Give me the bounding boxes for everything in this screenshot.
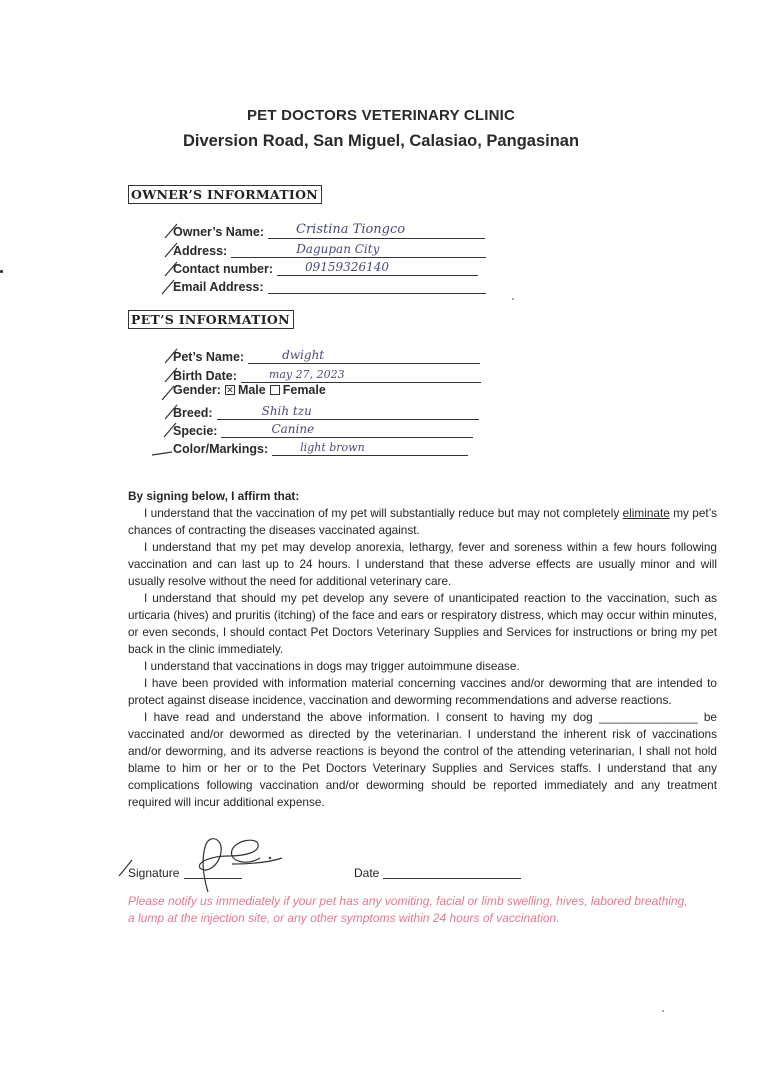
owner-contact-value: 09159326140 [305,260,389,274]
scan-speck [662,1010,664,1012]
handwritten-signature [194,834,284,900]
pet-breed-value: Shih tzu [261,404,312,418]
owner-name-value: Cristina Tiongco [296,222,406,237]
owner-address-field[interactable] [173,240,486,258]
consent-heading: By signing below, I affirm that: [128,489,300,503]
consent-paragraph: I understand that vaccinations in dogs may trigger autoimmune disease. [144,659,520,673]
pet-birthdate-label: Birth Date: [173,369,237,383]
owner-email-field[interactable] [173,276,486,294]
notice-text: Please notify us immediately if your pet has any vomiting, facial or limb swelling, hives, labored breathing, a lump at the injection site, or any other symptoms within 24 hours of vaccination. [128,894,688,925]
pet-gender-label: Gender: [173,383,221,397]
clinic-name: PET DOCTORS VETERINARY CLINIC [246,107,516,124]
pet-specie-label: Specie: [173,424,218,438]
signature-label: Signature [128,866,180,880]
owner-name-label: Owner’s Name: [173,225,265,239]
gender-male-checkbox[interactable]: ✕ [226,385,234,395]
owner-address-label: Address: [173,244,228,258]
pet-birthdate-field[interactable] [173,365,481,383]
consent-text [128,488,717,811]
pet-gender-field [173,383,326,397]
pet-color-label: Color/Markings: [173,442,269,456]
consent-paragraph: I understand that my pet may develop anorexia, lethargy, fever and soreness within a few hours following vaccination and can last up to 24 hours. I understand that these adverse effects are usually minor and will usually resolve without the need for additional veterinary care. [128,540,717,588]
owner-email-label: Email Address: [173,280,264,294]
date-label: Date [354,866,380,880]
owner-contact-field[interactable] [173,258,478,276]
pet-color-field[interactable] [173,438,468,456]
consent-paragraph: I understand that should my pet develop any severe of unanticipated reaction to the vaccination, such as urticaria (hives) and pruritis (itching) of the face and ears or respiratory distress, which may occur within minutes, or even seconds, I should contact Pet Doctors Veterinary Supplies and Services for instructions or bring my pet back in the clinic immediately. [128,591,717,656]
pet-birthdate-value: may 27, 2023 [268,368,345,381]
signature-row [128,858,728,882]
owner-name-field[interactable] [173,221,485,239]
consent-paragraph: I understand that the vaccination of my pet will substantially reduce but may not completely eliminate my pet’s chances of contracting the diseases vaccinated against. [128,506,717,537]
consent-paragraph: I have been provided with information material concerning vaccines and/or deworming that are intended to protect against disease incidence, vaccination and deworming recommendations and adverse reactions. [128,676,717,707]
dash-icon [150,437,174,459]
gender-female-label: Female [282,383,326,397]
gender-female-checkbox[interactable] [270,385,280,395]
date-line[interactable] [383,878,521,879]
clinic-address: Diversion Road, San Miguel, Calasiao, Pangasinan [182,132,580,150]
consent-paragraph: I have read and understand the above information. I consent to having my dog _______________ be vaccinated and/or dewormed as directed by the veterinarian. I understand the inherent risk of vaccinations and/or deworming, and its adverse reactions is beyond the control of the attending veterinarian, I shall not hold blame to him or her or to the Pet Doctors Veterinary Supplies and Services staffs. I understand that any complications following vaccination and/or deworming should be reported immediately and any treatment required will incur additional expense. [128,710,717,809]
pet-section-title: PET’S INFORMATION [128,310,294,329]
pet-color-value: light brown [300,441,365,454]
scan-speck [0,270,3,273]
owner-address-value: Dagupan City [296,242,380,256]
pet-name-field[interactable] [173,346,480,364]
pet-name-value: dwight [282,348,325,362]
pet-breed-label: Breed: [173,406,213,420]
scan-speck [512,298,514,300]
clinic-header [0,107,762,151]
pet-name-label: Pet’s Name: [173,350,245,364]
gender-male-label: Male [237,383,266,397]
pet-specie-value: Canine [271,422,315,436]
pet-specie-field[interactable] [173,420,473,438]
pet-breed-field[interactable] [173,402,479,420]
owner-contact-label: Contact number: [173,262,273,276]
owner-section-title: OWNER’S INFORMATION [128,185,322,204]
